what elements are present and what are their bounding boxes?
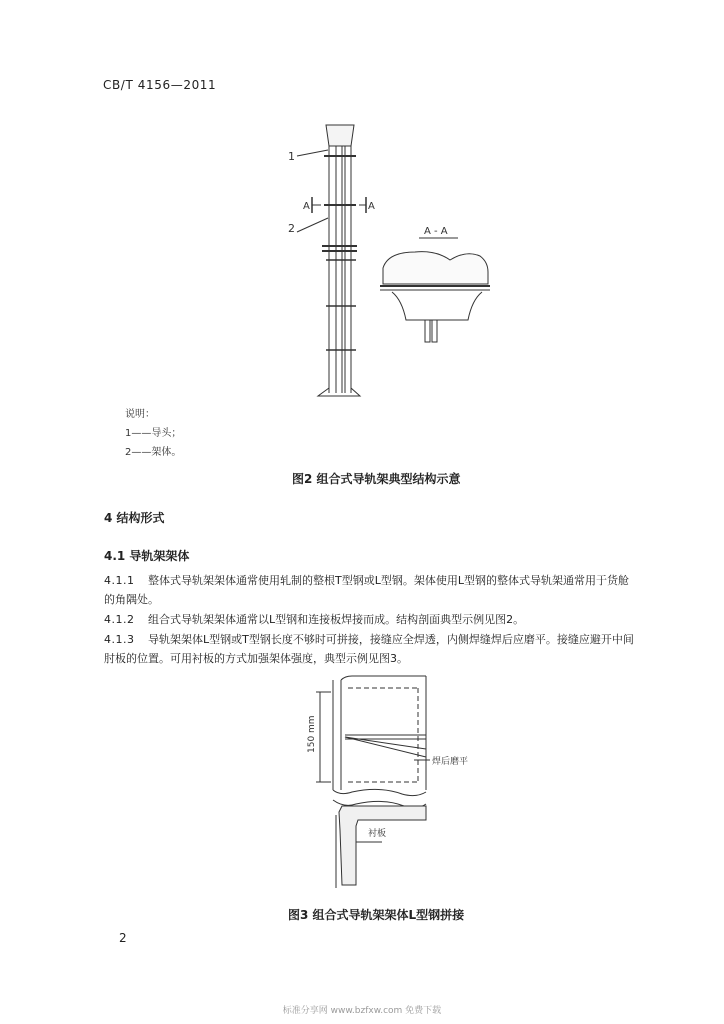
subsection-heading: 4.1 导轨架架体 [104,549,190,563]
section-title: A - A [424,226,448,237]
para-text: 整体式导轨架架体通常使用轧制的整根T型钢或L型钢。架体使用L型钢的整体式导轨架通常用于货舱的角隅处。 [104,574,629,606]
para-number: 4.1.1 [104,574,135,587]
footer-watermark: 标准分享网 www.bzfxw.com 免费下载 [282,1006,442,1016]
para-text: 组合式导轨架架体通常以L型钢和连接板焊接而成。结构剖面典型示例见图2。 [148,613,525,626]
note-item-2: 2——架体。 [125,447,182,458]
para-number: 4.1.3 [104,633,135,646]
paragraph-4-1-1 [104,571,634,609]
weld-note: 焊后磨平 [432,757,469,767]
paragraph-4-1-2 [104,610,634,629]
figure3-l-angle-splice [316,676,430,888]
note-item-1: 1——导头； [125,428,182,439]
notes-title: 说明： [125,409,155,420]
callout-2: 2 [288,222,295,235]
para-text: 导轨架架体L型钢或T型钢长度不够时可拼接，接缝应全焊透，内侧焊缝焊后应磨平。接缝应避开中间肘板的位置。可用衬板的方式加强架体强度，典型示例见图3。 [104,633,634,665]
section-a-a-drawing [380,252,490,342]
section-mark-left: A [303,201,310,212]
page-number: 2 [119,931,127,945]
standard-number: CB/T 4156—2011 [103,78,217,92]
liner-label: 衬板 [368,829,387,839]
section-mark-right: A [368,201,375,212]
section-heading: 4 结构形式 [104,511,165,525]
para-number: 4.1.2 [104,613,135,626]
figure2-caption: 图2 组合式导轨架典型结构示意 [292,472,461,486]
figure2-guide-rail-elevation [297,125,366,396]
dimension-label: 150 mm [307,715,317,753]
paragraph-4-1-3 [104,630,634,668]
figure3-caption: 图3 组合式导轨架架体L型钢拼接 [288,908,465,922]
callout-1: 1 [288,150,295,163]
